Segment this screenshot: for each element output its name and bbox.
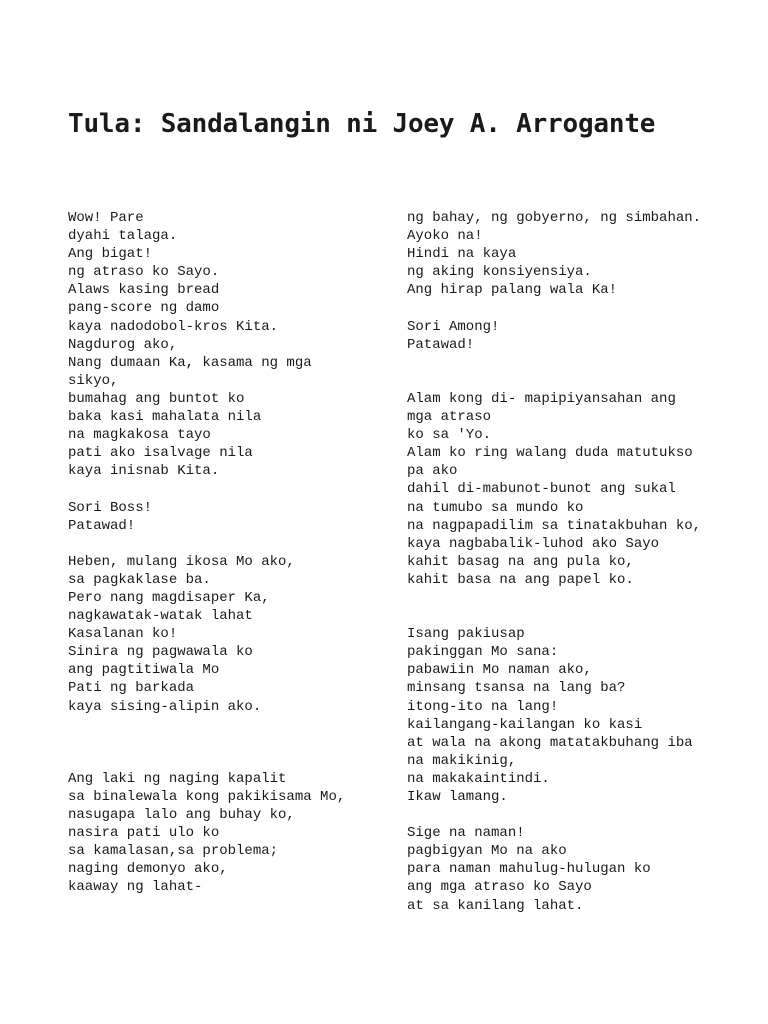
- poem-line: Ikaw lamang.: [407, 789, 508, 805]
- poem-line: [68, 535, 388, 553]
- poem-line: ng bahay, ng gobyerno, ng simbahan.: [407, 210, 702, 226]
- poem-line: kaya nagbabalik-luhod ako Sayo: [407, 535, 660, 552]
- poem-line: Ang bigat!: [68, 246, 153, 263]
- poem-line: Sori Boss!: [68, 499, 153, 516]
- poem-line: sa binalewala kong pakikisama Mo,: [68, 789, 346, 805]
- poem-line: [407, 354, 747, 372]
- poem-line: Alaws kasing bread: [68, 282, 220, 299]
- poem-line: na tumubo sa mundo ko: [407, 499, 584, 516]
- poem-line: pakinggan Mo sana:: [407, 644, 559, 661]
- poem-line: Sori Among!: [407, 318, 500, 335]
- poem-line: pa ako: [407, 463, 458, 480]
- poem-line: Ayoko na!: [407, 228, 483, 245]
- poem-line: kaya inisnab Kita.: [68, 463, 220, 480]
- poem-line: [407, 806, 747, 824]
- poem-line: pang-score ng damo: [68, 300, 220, 317]
- poem-line: [68, 716, 388, 734]
- poem-line: Patawad!: [68, 517, 136, 534]
- poem-line: [407, 607, 747, 625]
- poem-line: [68, 752, 388, 770]
- poem-line: sikyo,: [68, 372, 119, 389]
- poem-line: na makakaintindi.: [407, 770, 550, 787]
- poem-line: Pero nang magdisaper Ka,: [68, 589, 270, 606]
- poem-title: Tula: Sandalangin ni Joey A. Arrogante: [68, 109, 656, 139]
- poem-line: kaya sising-alipin ako.: [68, 698, 262, 715]
- poem-line: Nagdurog ako,: [68, 336, 178, 353]
- poem-line: Wow! Pare: [68, 210, 144, 226]
- poem-line: dahil di-mabunot-bunot ang sukal: [407, 481, 676, 498]
- poem-line: kahit basag na ang pula ko,: [407, 553, 634, 570]
- poem-line: pabawiin Mo naman ako,: [407, 662, 592, 679]
- poem-line: Hindi na kaya: [407, 246, 517, 263]
- poem-line: kaaway ng lahat-: [68, 879, 203, 896]
- poem-line: para naman mahulug-hulugan ko: [407, 861, 651, 878]
- poem-line: Alam kong di- mapipiyansahan ang: [407, 390, 676, 407]
- poem-line: na makikinig,: [407, 752, 517, 769]
- poem-line: nasugapa lalo ang buhay ko,: [68, 807, 295, 824]
- poem-line: pati ako isalvage nila: [68, 445, 253, 462]
- poem-line: Heben, mulang ikosa Mo ako,: [68, 553, 295, 570]
- poem-line: [68, 734, 388, 752]
- poem-line: Isang pakiusap: [407, 626, 525, 643]
- poem-line: ng atraso ko Sayo.: [68, 264, 220, 281]
- poem-line: at sa kanilang lahat.: [407, 897, 584, 914]
- poem-line: pagbigyan Mo na ako: [407, 843, 567, 860]
- poem-line: dyahi talaga.: [68, 228, 178, 245]
- poem-line: kaya nadodobol-kros Kita.: [68, 318, 279, 335]
- poem-line: sa kamalasan,sa problema;: [68, 843, 279, 860]
- poem-line: na nagpapadilim sa tinatakbuhan ko,: [407, 517, 702, 534]
- poem-line: Pati ng barkada: [68, 680, 195, 697]
- poem-line: ko sa 'Yo.: [407, 427, 492, 444]
- poem-line: kailangang-kailangan ko kasi: [407, 716, 643, 733]
- poem-line: bumahag ang buntot ko: [68, 390, 245, 407]
- poem-line: Ang hirap palang wala Ka!: [407, 282, 618, 299]
- poem-line: Sinira ng pagwawala ko: [68, 644, 253, 661]
- poem-line: nagkawatak-watak lahat: [68, 608, 253, 625]
- poem-line: baka kasi mahalata nila: [68, 409, 262, 426]
- poem-line: nasira pati ulo ko: [68, 825, 220, 842]
- poem-line: at wala na akong matatakbuhang iba: [407, 734, 693, 751]
- poem-line: [407, 372, 747, 390]
- poem-line: itong-ito na lang!: [407, 698, 559, 715]
- poem-line: mga atraso: [407, 409, 492, 426]
- poem-line: ng aking konsiyensiya.: [407, 264, 592, 281]
- poem-line: Patawad!: [407, 336, 475, 353]
- poem-line: minsang tsansa na lang ba?: [407, 680, 626, 697]
- poem-line: [407, 589, 747, 607]
- poem-line: ang mga atraso ko Sayo: [407, 879, 592, 896]
- poem-line: [68, 480, 388, 498]
- poem-line: Kasalanan ko!: [68, 626, 178, 643]
- poem-line: Sige na naman!: [407, 825, 525, 842]
- poem-line: [407, 299, 747, 317]
- poem-line: Ang laki ng naging kapalit: [68, 770, 287, 787]
- poem-line: ang pagtitiwala Mo: [68, 662, 220, 679]
- poem-line: naging demonyo ako,: [68, 861, 228, 878]
- poem-left-column: [68, 209, 388, 897]
- poem-right-column: [407, 209, 747, 915]
- poem-line: na magkakosa tayo: [68, 427, 211, 444]
- poem-line: Nang dumaan Ka, kasama ng mga: [68, 354, 312, 371]
- poem-line: Alam ko ring walang duda matutukso: [407, 445, 693, 462]
- poem-line: kahit basa na ang papel ko.: [407, 571, 634, 588]
- poem-line: sa pagkaklase ba.: [68, 571, 211, 588]
